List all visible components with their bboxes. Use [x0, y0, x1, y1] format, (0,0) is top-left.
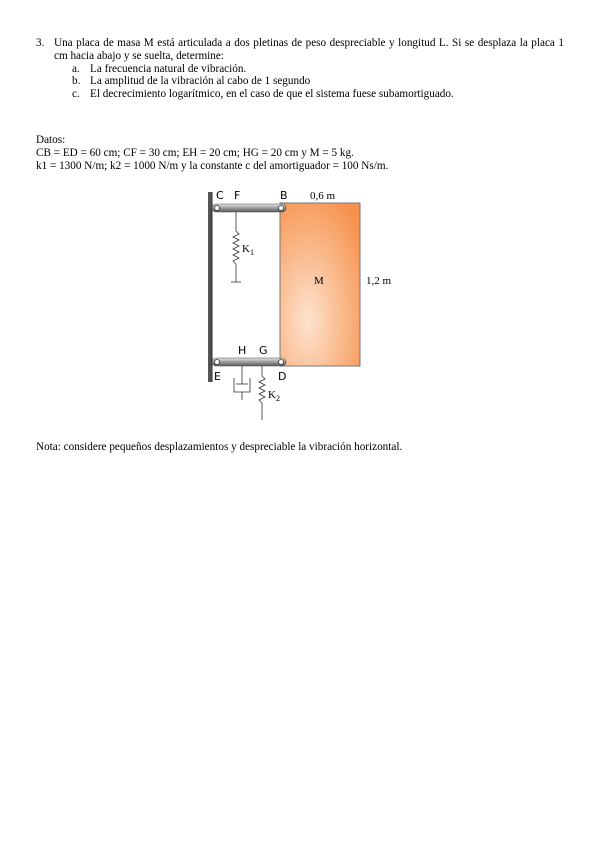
label-k2	[268, 389, 280, 403]
question-b-text: La amplitud de la vibración al cabo de 1 segundo	[90, 75, 311, 88]
bottom-bar-ed	[212, 358, 286, 366]
spring-k2	[259, 366, 265, 420]
label-k2-sub: 2	[275, 394, 280, 403]
question-a	[72, 62, 564, 76]
label-k1	[242, 243, 254, 257]
label-k1-main: K	[242, 243, 250, 255]
label-d: D	[278, 370, 287, 383]
top-bar-cb	[212, 204, 286, 212]
label-c: C	[216, 189, 224, 202]
problem-number: 3.	[36, 37, 45, 49]
question-c-letter: c.	[72, 88, 80, 101]
hinge-b	[279, 206, 284, 211]
hinge-d	[279, 360, 284, 365]
spring-k1	[231, 212, 241, 282]
label-g: G	[259, 344, 268, 357]
data-heading: Datos:	[36, 134, 66, 146]
hinge-c	[215, 206, 220, 211]
question-c	[72, 88, 564, 101]
label-h: H	[238, 344, 247, 357]
label-mass: M	[314, 275, 324, 287]
mechanism-figure	[200, 186, 410, 426]
label-k2-main: K	[268, 389, 276, 401]
label-width: 0,6 m	[310, 190, 336, 202]
data-line-1: CB = ED = 60 cm; CF = 30 cm; EH = 20 cm; HG = 20 cm y M = 5 kg.	[36, 146, 354, 159]
question-a-letter: a.	[72, 62, 80, 75]
label-f: F	[234, 189, 241, 202]
question-a-text: La frecuencia natural de vibración.	[90, 62, 247, 75]
data-section	[36, 134, 388, 172]
label-e: E	[214, 370, 221, 383]
damper	[234, 366, 250, 400]
question-b-letter: b.	[72, 75, 81, 88]
data-line-2: k1 = 1300 N/m; k2 = 1000 N/m y la constante c del amortiguador = 100 Ns/m.	[36, 159, 389, 172]
question-c-text: El decrecimiento logarítmico, en el caso de que el sistema fuese subamortiguado.	[90, 88, 454, 101]
problem-statement: Una placa de masa M está articulada a dos pletinas de peso despreciable y longitud L. Si se desplaza la placa 1 cm hacia abajo y se suelta, determine:	[54, 37, 564, 62]
note: Nota: considere pequeños desplazamientos y despreciable la vibración horizontal.	[36, 441, 403, 453]
hinge-e	[215, 360, 220, 365]
problem-3	[36, 37, 564, 101]
label-k1-sub: 1	[249, 248, 254, 257]
mechanism-diagram	[200, 186, 410, 426]
label-b: B	[280, 189, 288, 202]
question-b	[72, 75, 564, 88]
label-height: 1,2 m	[366, 275, 392, 287]
